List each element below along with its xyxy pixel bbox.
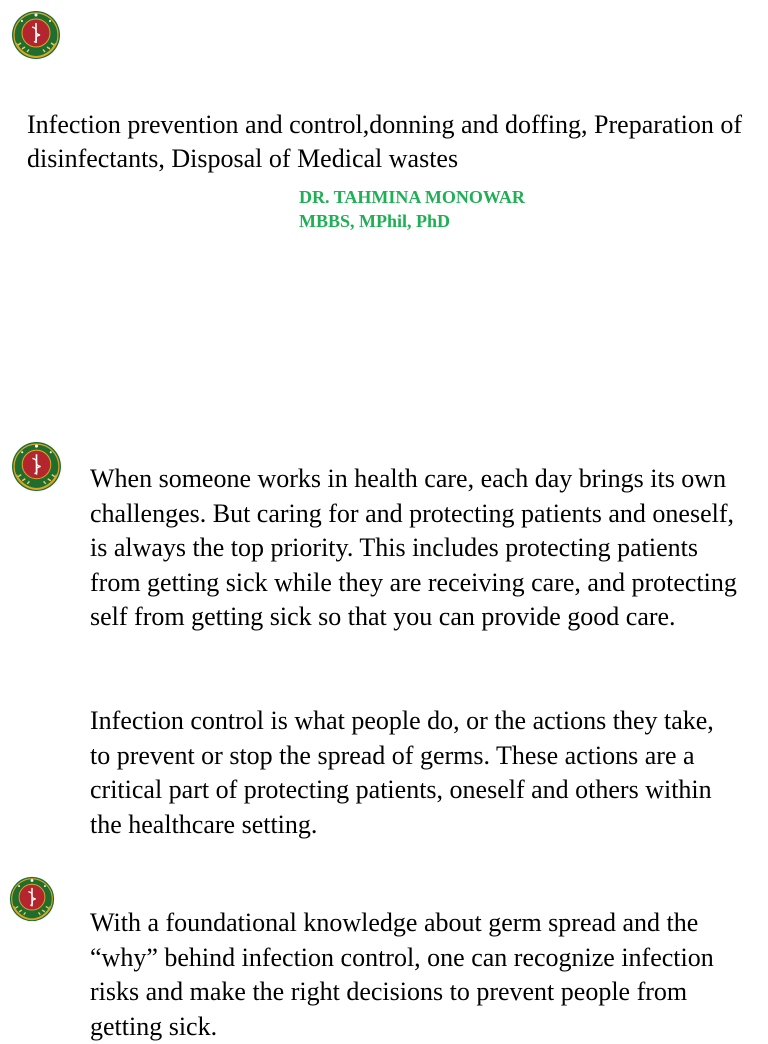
content-slide-knowledge — [0, 872, 768, 1041]
presentation-title: Infection prevention and control,donning and doffing, Preparation of disinfectants, Disposal of Medical wastes — [27, 110, 743, 173]
author-name: DR. TAHMINA MONOWAR — [299, 187, 525, 207]
paragraph-health-care: When someone works in health care, each day brings its own challenges. But caring for and protecting patients and oneself, is always the top priority. This includes protecting patients from getting sick while they are receiving care, and protecting self from getting sick so that you can provide good care. — [90, 464, 737, 632]
title-slide — [0, 0, 768, 436]
emblem-logo-icon — [8, 875, 56, 923]
paragraph-infection-control: Infection control is what people do, or the actions they take, to prevent or stop the spread of germs. These actions are a critical part of protecting patients, oneself and others within the healthcare setting. — [90, 706, 714, 839]
author-block — [299, 185, 525, 233]
content-slide-intro — [0, 436, 768, 872]
paragraph-foundational-knowledge: With a foundational knowledge about germ spread and the “why” behind infection control, one can recognize infection risks and make the right decisions to prevent people from getting sick. — [90, 908, 714, 1041]
emblem-logo-icon — [10, 440, 63, 493]
emblem-logo-icon — [10, 9, 62, 61]
author-credentials: MBBS, MPhil, PhD — [299, 211, 451, 231]
